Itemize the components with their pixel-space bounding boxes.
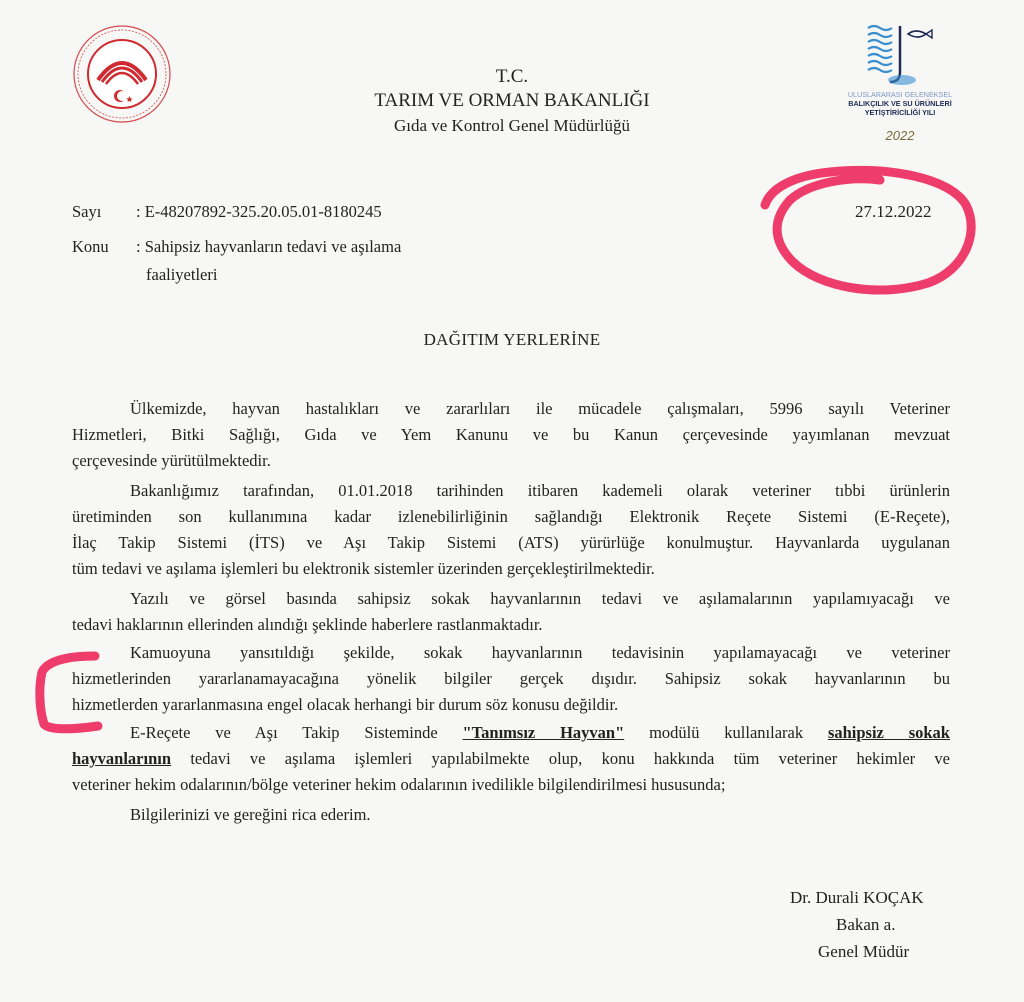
text-segment: tedavi ve aşılama işlemleri yapılabilmekte olup, konu hakkında tüm veteriner hekimler ve xyxy=(171,749,950,768)
paragraph-line: Bilgilerinizi ve gereğini rica ederim. xyxy=(130,805,371,824)
paragraph-line: hizmetlerinden yararlanamayacağına yönelik bilgiler gerçek dışıdır. Sahipsiz sokak hayvanlarının bu xyxy=(72,669,950,688)
header-country: T.C. xyxy=(495,66,529,87)
paragraph-line: Ülkemizde, hayvan hastalıkları ve zararlıları ile mücadele çalışmaları, 5996 sayılı Veteriner xyxy=(130,399,950,418)
paragraph-5 xyxy=(72,720,950,798)
signatory-name: Dr. Durali KOÇAK xyxy=(790,888,924,907)
signatory-role-1: Bakan a. xyxy=(836,915,896,934)
paragraph-line: Kamuoyuna yansıtıldığı şekilde, sokak hayvanlarının tedavisinin yapılamayacağı ve veteriner xyxy=(130,643,950,662)
paragraph-line xyxy=(72,720,950,746)
emphasis-text: hayvanlarının xyxy=(72,749,172,768)
paragraph-line: hizmetlerden yararlanmasına engel olacak herhangi bir durum söz konusu değildir. xyxy=(72,695,619,714)
paragraph-line: Bakanlığımız tarafından, 01.01.2018 tarihinden itibaren kademeli olarak veteriner tıbbi ürünlerin xyxy=(130,481,950,500)
logo-text-line3: YETİŞTİRİCİLİĞİ YILI xyxy=(864,108,936,117)
konu-value-line2: faaliyetleri xyxy=(146,265,218,284)
logo-year: 2022 xyxy=(885,128,915,143)
paragraph-line: İlaç Takip Sistemi (İTS) ve Aşı Takip Sistemi (ATS) yürürlüğe konulmuştur. Hayvanlarda uygulanan xyxy=(72,533,950,552)
text-segment: modülü kullanılarak xyxy=(624,723,828,742)
module-name: "Tanımsız Hayvan" xyxy=(462,723,625,742)
paragraph-line: çerçevesinde yürütülmektedir. xyxy=(72,451,271,470)
distribution-title: DAĞITIM YERLERİNE xyxy=(423,330,601,349)
paragraph-line: veteriner hekim odalarının/bölge veteriner hekim odalarının ivedilikle bilgilendirilmesi hususunda; xyxy=(72,775,726,794)
paragraph-4 xyxy=(72,640,950,718)
paragraph-6 xyxy=(72,802,950,828)
paragraph-1 xyxy=(72,396,950,474)
header-directorate: Gıda ve Kontrol Genel Müdürlüğü xyxy=(393,116,631,135)
signatory-role-2: Genel Müdür xyxy=(818,942,910,961)
text-segment: E-Reçete ve Aşı Takip Sisteminde xyxy=(130,723,463,742)
paragraph-line: Hizmetleri, Bitki Sağlığı, Gıda ve Yem Kanunu ve bu Kanun çerçevesinde yayımlanan mevzuat xyxy=(72,425,950,444)
paragraph-line: Yazılı ve görsel basında sahipsiz sokak hayvanlarının tedavi ve aşılamalarının yapılamıyacağı ve xyxy=(130,589,950,608)
document-date: 27.12.2022 xyxy=(855,202,932,221)
paragraph-line: üretiminden son kullanımına kadar izlenebilirliğinin sağlandığı Elektronik Reçete Sistemi (E-Reçete), xyxy=(72,507,950,526)
logo-text-line2: BALIKÇILIK VE SU ÜRÜNLERİ xyxy=(848,99,952,108)
konu-label: Konu xyxy=(72,237,109,256)
emphasis-text: sahipsiz sokak xyxy=(827,723,950,742)
sayi-value: : E-48207892-325.20.05.01-8180245 xyxy=(136,202,382,221)
paragraph-line: tedavi haklarının ellerinden alındığı şeklinde haberlere rastlanmaktadır. xyxy=(72,615,543,634)
sayi-label: Sayı xyxy=(72,202,102,221)
paragraph-line xyxy=(72,746,950,772)
paragraph-line: tüm tedavi ve aşılama işlemleri bu elektronik sistemler üzerinden gerçekleştirilmektedir. xyxy=(72,559,655,578)
date-circle-mark xyxy=(765,170,971,290)
paragraph-3 xyxy=(72,586,950,638)
header-ministry: TARIM VE ORMAN BAKANLIĞI xyxy=(374,90,650,111)
logo-text-line1: ULUSLARARASI GELENEKSEL xyxy=(847,90,953,99)
paragraph-2 xyxy=(72,478,950,582)
konu-value-line1: : Sahipsiz hayvanların tedavi ve aşılama xyxy=(136,237,402,256)
